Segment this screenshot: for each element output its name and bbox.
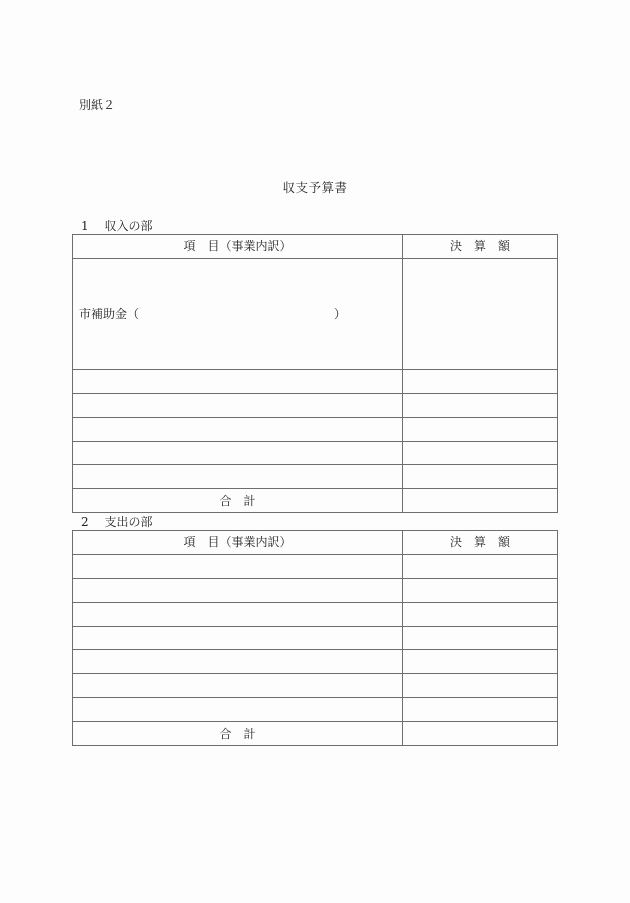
item-cell[interactable] <box>73 554 403 578</box>
income-table <box>72 234 558 513</box>
subsidy-label: 市補助金（ <box>79 306 140 321</box>
table-row <box>73 465 558 489</box>
item-cell[interactable] <box>73 258 403 369</box>
income-section-title: 1 収入の部 <box>81 219 153 233</box>
item-column-header: 項 目（事業内訳） <box>73 531 403 555</box>
amount-cell[interactable] <box>403 674 558 698</box>
attachment-label: 別紙２ <box>79 98 116 112</box>
amount-cell[interactable] <box>403 626 558 650</box>
expense-table <box>72 530 558 746</box>
amount-cell[interactable] <box>403 441 558 465</box>
amount-cell[interactable] <box>403 554 558 578</box>
amount-cell[interactable] <box>403 698 558 722</box>
table-header-row <box>73 531 558 555</box>
item-cell[interactable] <box>73 626 403 650</box>
amount-cell[interactable] <box>403 650 558 674</box>
item-cell[interactable] <box>73 674 403 698</box>
amount-cell[interactable] <box>403 465 558 489</box>
item-cell[interactable] <box>73 650 403 674</box>
table-row <box>73 417 558 441</box>
subsidy-closing-paren: ） <box>333 306 346 321</box>
table-row <box>73 626 558 650</box>
amount-column-header: 決 算 額 <box>403 235 558 259</box>
item-cell[interactable] <box>73 369 403 393</box>
item-cell[interactable] <box>73 465 403 489</box>
amount-cell[interactable] <box>403 602 558 626</box>
item-cell[interactable] <box>73 602 403 626</box>
table-row <box>73 393 558 417</box>
amount-cell[interactable] <box>403 578 558 602</box>
amount-cell[interactable] <box>403 369 558 393</box>
table-row <box>73 674 558 698</box>
item-cell[interactable] <box>73 578 403 602</box>
total-row <box>73 489 558 513</box>
table-row <box>73 602 558 626</box>
total-amount-cell[interactable] <box>403 722 558 746</box>
item-cell[interactable] <box>73 417 403 441</box>
expense-section-title: 2 支出の部 <box>81 515 153 529</box>
table-row <box>73 441 558 465</box>
table-row <box>73 578 558 602</box>
item-column-header: 項 目（事業内訳） <box>73 235 403 259</box>
table-row <box>73 650 558 674</box>
table-row <box>73 369 558 393</box>
document-title: 収支予算書 <box>282 180 348 195</box>
total-label: 合 計 <box>73 489 403 513</box>
item-cell[interactable] <box>73 441 403 465</box>
amount-cell[interactable] <box>403 417 558 441</box>
table-row <box>73 554 558 578</box>
item-cell[interactable] <box>73 393 403 417</box>
amount-cell[interactable] <box>403 258 558 369</box>
total-row <box>73 722 558 746</box>
table-row <box>73 698 558 722</box>
item-cell[interactable] <box>73 698 403 722</box>
amount-cell[interactable] <box>403 393 558 417</box>
amount-column-header: 決 算 額 <box>403 531 558 555</box>
table-header-row <box>73 235 558 259</box>
total-amount-cell[interactable] <box>403 489 558 513</box>
table-row <box>73 258 558 369</box>
total-label: 合 計 <box>73 722 403 746</box>
